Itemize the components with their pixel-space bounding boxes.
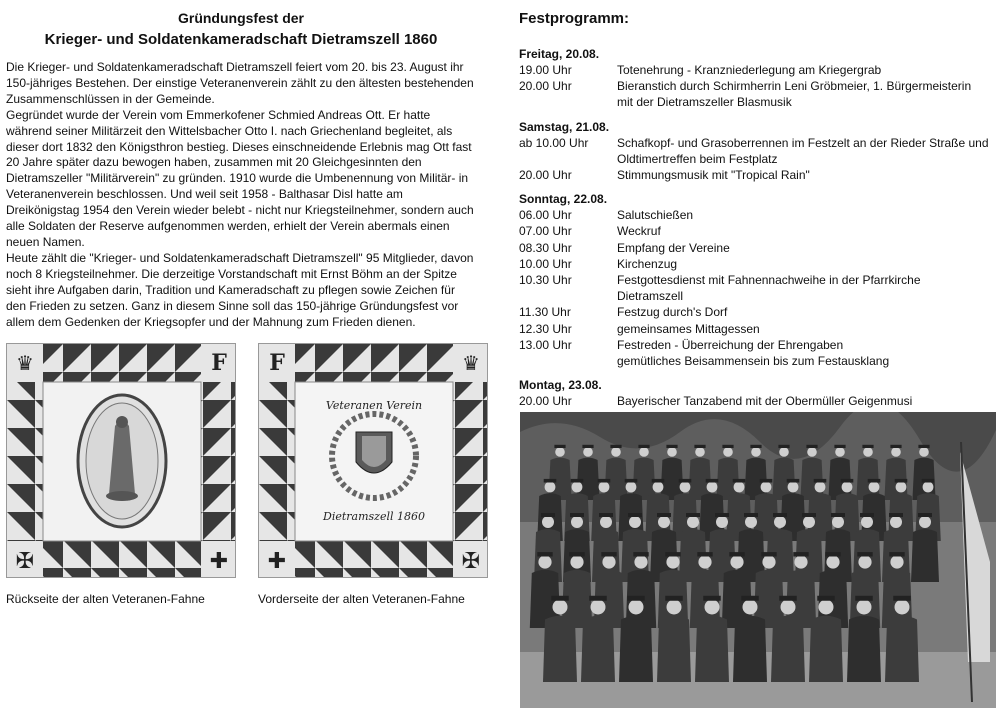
- event-time: 20.00 Uhr: [519, 168, 572, 183]
- flag-back-image: [6, 343, 236, 578]
- event-time: [519, 353, 617, 369]
- svg-text:F: F: [269, 350, 285, 376]
- event-description: Schafkopf- und Grasoberrennen im Festzelt an der Rieder Straße und: [617, 135, 989, 150]
- group-photo: [520, 412, 996, 708]
- program-event: [519, 256, 989, 272]
- program-event: [519, 78, 989, 94]
- event-time: ab 10.00 Uhr: [519, 135, 589, 150]
- article-paragraph: Gegründet wurde der Verein vom Emmerkofener Schmied Andreas Ott. Er hatte während seiner Militärzeit den Wittelsbacher Otto I. nach Griechenland begleitet, als dieser dort 1832 den Königsthron bestieg. Dieses einschneidende Erlebnis mag Ott fast 20 Jahre später dazu bewogen haben, zusammen mit 20 Gleichgesinnten den Dietramszeller "Militärverein" zu gründen. 1910 wurde die Umbenennung von Militär- in Veteranenverein beschlossen. Und weil seit 1958 - Balthasar Disl hatte am Dreikönigstag 1954 den Verein wieder belebt - nicht nur Kriegsteilnehmer, sondern auch alle Soldaten der Reserve aufgenommen werden, erhielt der Verein abermals einen neuen Namen.: [6, 107, 474, 249]
- event-time: [519, 94, 617, 110]
- event-time: 20.00 Uhr: [519, 394, 572, 409]
- caption-flag-back: Rückseite der alten Veteranen-Fahne: [6, 592, 205, 606]
- program-event: [519, 167, 989, 183]
- day-heading: Freitag, 20.08.: [519, 47, 600, 61]
- program-day: [519, 191, 989, 369]
- caption-flag-front: Vorderseite der alten Veteranen-Fahne: [258, 592, 465, 606]
- article-paragraph: Heute zählt die "Krieger- und Soldatenkameradschaft Dietramszell" 95 Mitglieder, davon noch 8 Kriegsteilnehmer. Die derzeitige Vorstandschaft mit Ernst Böhm an der Spitze sieht ihre Aufgaben darin, Tradition und Kameradschaft zu pflegen sowie Zeichen für den Frieden zu setzen. Ganz in diesem Sinne soll das 150-jährige Gründungsfest vor allem dem Gedenken der Kriegsopfer und der Mahnung zum Frieden dienen.: [6, 250, 474, 329]
- program-column: [519, 8, 989, 434]
- program-event: [519, 207, 989, 223]
- program-event: [519, 94, 989, 110]
- event-description: Empfang der Vereine: [617, 240, 730, 255]
- flag-inscription-top: Veteranen Verein: [325, 399, 423, 412]
- program-day: [519, 119, 989, 184]
- event-time: 10.00 Uhr: [519, 256, 572, 271]
- program-day: [519, 46, 989, 111]
- event-description: Festreden - Überreichung der Ehrengaben: [617, 337, 844, 352]
- day-heading: Montag, 23.08.: [519, 378, 602, 393]
- program-event: [519, 135, 989, 151]
- svg-text:♛: ♛: [462, 351, 480, 375]
- event-time: 13.00 Uhr: [519, 337, 572, 352]
- flag-images: [6, 343, 486, 583]
- event-description: Stimmungsmusik mit "Tropical Rain": [617, 168, 810, 183]
- article-body: [6, 60, 476, 330]
- flag-inscription-bottom: Dietramszell 1860: [323, 510, 425, 523]
- program-event: [519, 321, 989, 337]
- program-event: [519, 353, 989, 369]
- article-paragraph: Die Krieger- und Soldatenkameradschaft Dietramszell feiert vom 20. bis 23. August ihr 150-jähriges Bestehen. Der einstige Veteranenverein zählt zu den ältesten bestehenden Zusammenschlüssen in der Gemeinde.: [6, 60, 474, 106]
- program-event: [519, 223, 989, 239]
- event-description: Weckruf: [617, 224, 661, 239]
- event-description: Oldtimertreffen beim Festplatz: [617, 151, 778, 166]
- program-event: [519, 240, 989, 256]
- program-event: [519, 304, 989, 320]
- article-title: [6, 8, 476, 50]
- program-event: [519, 62, 989, 78]
- event-description: Bieranstich durch Schirmherrin Leni Gröbmeier, 1. Bürgermeisterin: [617, 79, 972, 94]
- day-heading: Samstag, 21.08.: [519, 119, 610, 134]
- day-heading: Sonntag, 22.08.: [519, 192, 608, 207]
- article-title-line2: Krieger- und Soldatenkameradschaft Dietramszell 1860: [44, 31, 438, 48]
- program-title: Festprogramm:: [519, 10, 630, 27]
- svg-text:✚: ✚: [209, 549, 229, 574]
- svg-text:✚: ✚: [267, 549, 287, 574]
- program-event: [519, 151, 989, 167]
- event-time: 07.00 Uhr: [519, 224, 572, 239]
- program-event: [519, 393, 989, 409]
- flag-front-image: [258, 343, 488, 578]
- event-time: 10.30 Uhr: [519, 273, 572, 288]
- event-description: mit der Dietramszeller Blasmusik: [617, 95, 792, 110]
- article-column: [6, 8, 476, 330]
- event-description: Kirchenzug: [617, 256, 678, 271]
- event-time: [519, 151, 617, 167]
- event-description: Festzug durch's Dorf: [617, 305, 728, 320]
- article-title-line1: Gründungsfest der: [177, 10, 304, 26]
- event-description: gemeinsames Mittagessen: [617, 321, 760, 336]
- event-time: 06.00 Uhr: [519, 208, 572, 223]
- svg-text:F: F: [211, 350, 227, 376]
- event-description: gemütliches Beisammensein bis zum Festausklang: [617, 354, 890, 369]
- event-description: Festgottesdienst mit Fahnennachweihe in der Pfarrkirche Dietramszell: [617, 273, 921, 304]
- event-time: 19.00 Uhr: [519, 63, 572, 77]
- event-time: 08.30 Uhr: [519, 240, 572, 255]
- event-time: 20.00 Uhr: [519, 79, 572, 94]
- svg-text:✠: ✠: [461, 549, 481, 574]
- event-description: Bayerischer Tanzabend mit der Obermüller Geigenmusi: [617, 394, 913, 409]
- program-event: [519, 272, 989, 304]
- event-description: Totenehrung - Kranzniederlegung am Kriegergrab: [617, 63, 882, 77]
- event-description: Salutschießen: [617, 208, 694, 223]
- svg-text:♛: ♛: [16, 351, 34, 375]
- svg-text:✠: ✠: [15, 549, 35, 574]
- program-event: [519, 337, 989, 353]
- event-time: 12.30 Uhr: [519, 321, 572, 336]
- event-time: 11.30 Uhr: [519, 305, 571, 320]
